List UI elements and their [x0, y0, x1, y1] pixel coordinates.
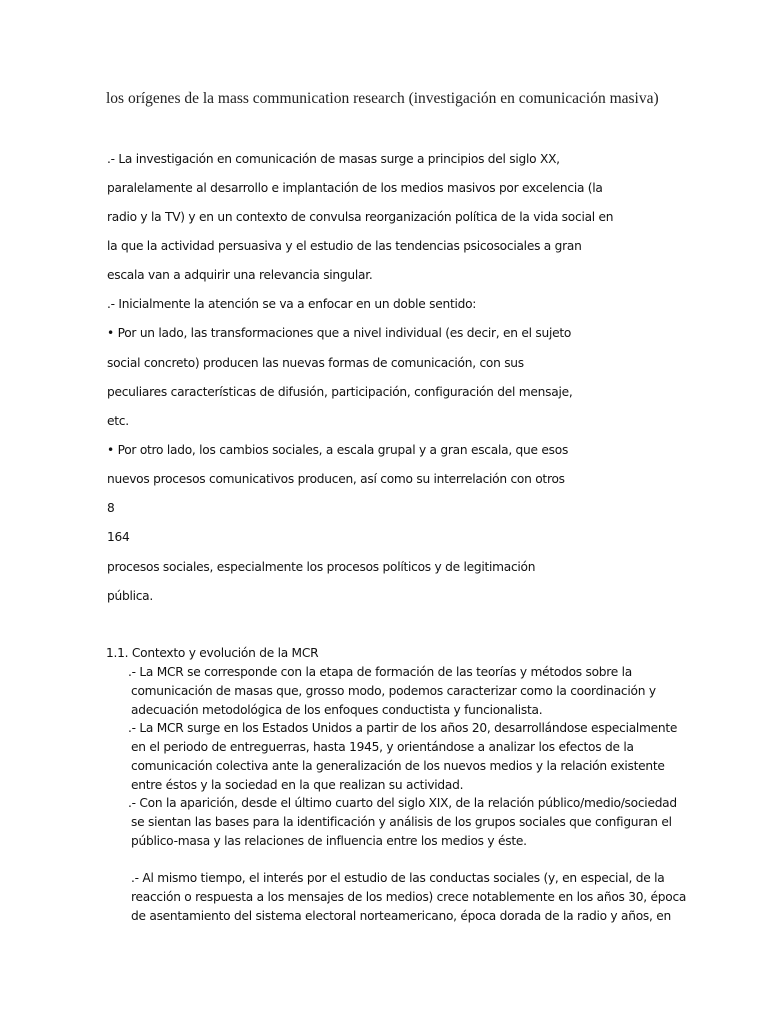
section-heading: 1.1. Contexto y evolución de la MCR [106, 646, 319, 660]
intro-line: paralelamente al desarrollo e implantación de los medios masivos por excelencia (la [107, 181, 603, 195]
section-line: se sientan las bases para la identificación y análisis de los grupos sociales que configuran el [131, 815, 672, 829]
page-number: 164 [107, 530, 130, 544]
section-line: .- Con la aparición, desde el último cuarto del siglo XIX, de la relación público/medio/sociedad [128, 796, 677, 810]
page-number: 8 [107, 501, 115, 515]
section-line: .- La MCR se corresponde con la etapa de formación de las teorías y métodos sobre la [128, 665, 633, 679]
section-line: en el periodo de entreguerras, hasta 1945, y orientándose a analizar los efectos de la [131, 740, 634, 754]
intro-line: nuevos procesos comunicativos producen, así como su interrelación con otros [107, 472, 565, 486]
intro-line: procesos sociales, especialmente los procesos políticos y de legitimación [107, 560, 536, 574]
bullet-item: • Por un lado, las transformaciones que a nivel individual (es decir, en el sujeto [107, 326, 572, 340]
intro-line: .- Inicialmente la atención se va a enfocar en un doble sentido: [107, 297, 477, 311]
intro-line: social concreto) producen las nuevas formas de comunicación, con sus [107, 356, 524, 370]
section-line: .- Al mismo tiempo, el interés por el estudio de las conductas sociales (y, en especial, de la [131, 871, 665, 885]
section-line: adecuación metodológica de los enfoques conductista y funcionalista. [131, 703, 543, 717]
document-title: los orígenes de la mass communication research (investigación en comunicación masiva) [106, 90, 659, 107]
intro-line: la que la actividad persuasiva y el estudio de las tendencias psicosociales a gran [107, 239, 582, 253]
intro-line: escala van a adquirir una relevancia singular. [107, 268, 373, 282]
section-line: comunicación de masas que, grosso modo, podemos caracterizar como la coordinación y [131, 684, 656, 698]
section-line: .- La MCR surge en los Estados Unidos a partir de los años 20, desarrollándose especialmente [128, 721, 678, 735]
section-line: entre éstos y la sociedad en la que realizan su actividad. [131, 778, 464, 792]
bullet-item: • Por otro lado, los cambios sociales, a escala grupal y a gran escala, que esos [107, 443, 569, 457]
section-line: comunicación colectiva ante la generalización de los nuevos medios y la relación existente [131, 759, 665, 773]
section-line: de asentamiento del sistema electoral norteamericano, época dorada de la radio y años, en [131, 909, 671, 923]
intro-line: radio y la TV) y en un contexto de convulsa reorganización política de la vida social en [107, 210, 614, 224]
section-line: reacción o respuesta a los mensajes de los medios) crece notablemente en los años 30, época [131, 890, 687, 904]
intro-line: pública. [107, 589, 154, 603]
intro-line: .- La investigación en comunicación de masas surge a principios del siglo XX, [107, 152, 560, 166]
section-line: público-masa y las relaciones de influencia entre los medios y éste. [131, 834, 527, 848]
intro-line: peculiares características de difusión, participación, configuración del mensaje, [107, 385, 573, 399]
intro-line: etc. [107, 414, 129, 428]
